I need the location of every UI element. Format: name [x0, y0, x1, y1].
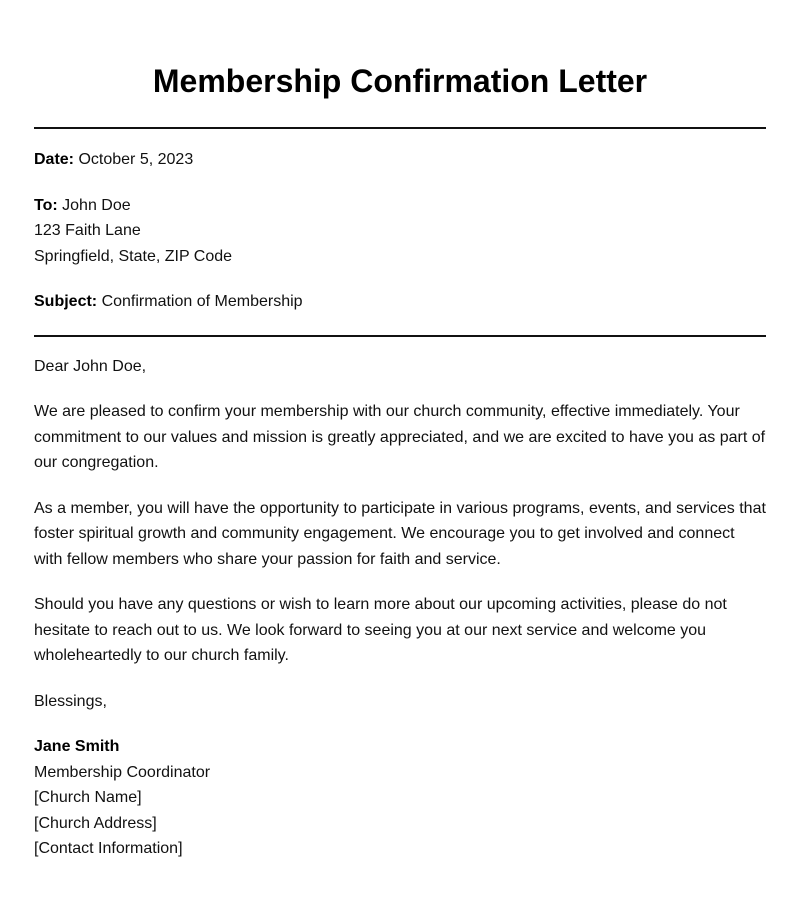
body-divider [34, 335, 766, 337]
signature-name: Jane Smith [34, 738, 120, 755]
signature-role: Membership Coordinator [34, 763, 211, 781]
signature-contact: [Contact Information] [34, 840, 183, 857]
subject-line [34, 289, 766, 315]
subject-value: Confirmation of Membership [101, 293, 303, 310]
body-paragraph-2: As a member, you will have the opportunity to participate in various programs, events, and services that foster spiritual growth and community engagement. We encourage you to get involved and connect with fellow members who share your passion for faith and service. [34, 499, 766, 568]
signature-church-name: [Church Name] [34, 789, 142, 806]
recipient-name: John Doe [62, 196, 131, 214]
signature-block [34, 734, 766, 862]
body-paragraph-1: We are pleased to confirm your membership with our church community, effective immediately. Your commitment to our values and mission is greatly appreciated, and we are excited to have you as part of our congregation. [34, 403, 766, 471]
signature-church-address: [Church Address] [34, 814, 157, 832]
recipient-address-line1: 123 Faith Lane [34, 222, 141, 239]
date-value: October 5, 2023 [78, 151, 194, 168]
date-label: Date: [34, 151, 75, 168]
closing: Blessings, [34, 692, 107, 710]
subject-label: Subject: [34, 293, 98, 310]
recipient-label: To: [34, 196, 58, 214]
header-divider [34, 127, 766, 129]
recipient-address-line2: Springfield, State, ZIP Code [34, 247, 233, 265]
page-title: Membership Confirmation Letter [152, 63, 648, 99]
date-line [34, 147, 766, 173]
body-paragraph-3: Should you have any questions or wish to learn more about our upcoming activities, please do not hesitate to reach out to us. We look forward to seeing you at our next service and welcome you wholeheartedly to our church family. [34, 596, 727, 664]
recipient-block [34, 193, 766, 270]
recipient-line [34, 193, 766, 219]
greeting: Dear John Doe, [34, 357, 147, 375]
